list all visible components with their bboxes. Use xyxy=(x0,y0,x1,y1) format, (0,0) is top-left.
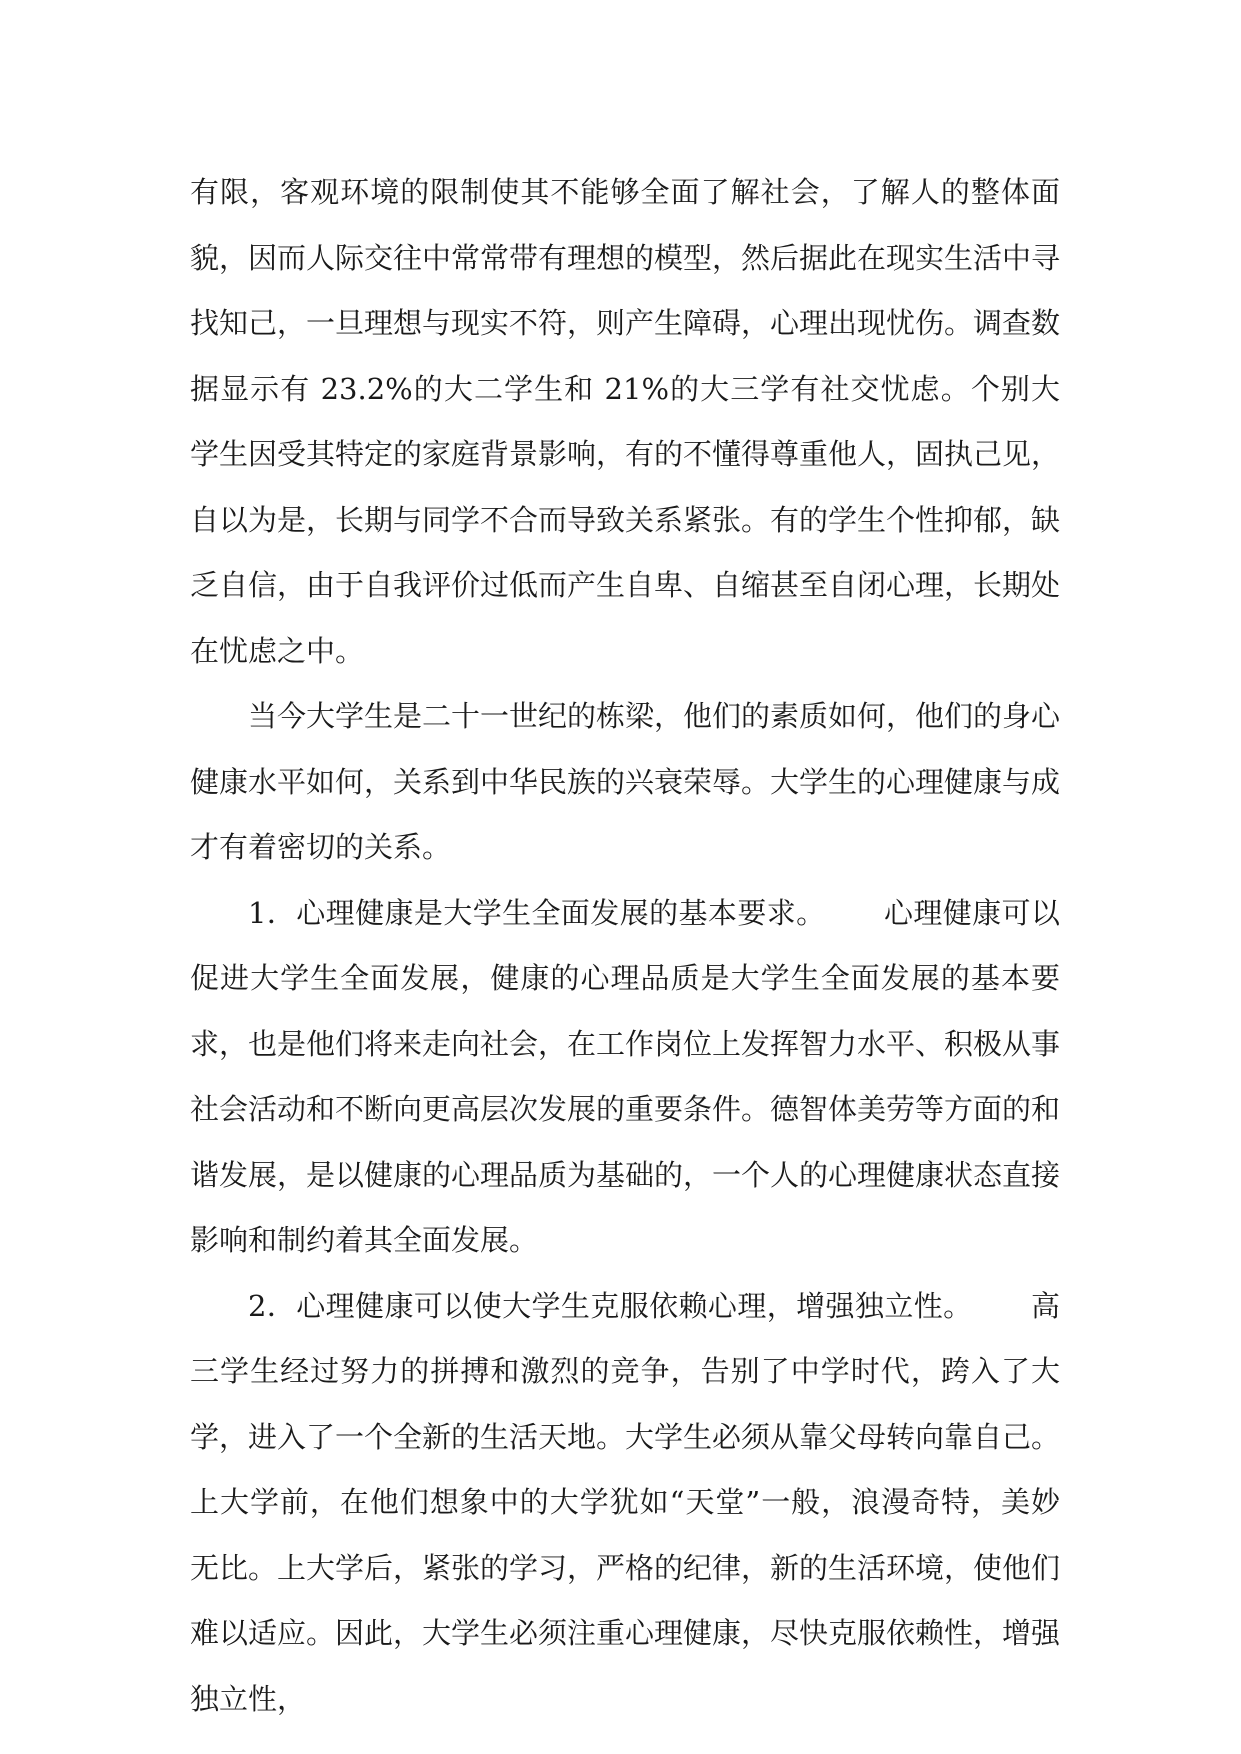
paragraph-social-anxiety xyxy=(190,160,1060,684)
paragraph-intro xyxy=(190,684,1060,881)
section-heading: 2．心理健康可以使大学生克服依赖心理，增强独立性。 xyxy=(248,1288,973,1323)
paragraph-text: 当今大学生是二十一世纪的栋梁，他们的素质如何，他们的身心健康水平如何，关系到中华民族的兴衰荣辱。大学生的心理健康与成才有着密切的关系。 xyxy=(190,699,1061,864)
paragraph-text: 心理健康可以促进大学生全面发展，健康的心理品质是大学生全面发展的基本要求，也是他们将来走向社会，在工作岗位上发挥智力水平、积极从事社会活动和不断向更高层次发展的重要条件。德智体美劳等方面的和谐发展，是以健康的心理品质为基础的，一个人的心理健康状态直接影响和制约着其全面发展。 xyxy=(190,895,1061,1257)
paragraph-point-2 xyxy=(190,1274,1060,1733)
paragraph-point-1 xyxy=(190,881,1060,1274)
section-heading: 1．心理健康是大学生全面发展的基本要求。 xyxy=(248,895,826,930)
paragraph-text: 有限，客观环境的限制使其不能够全面了解社会，了解人的整体面貌，因而人际交往中常常带有理想的模型，然后据此在现实生活中寻找知己，一旦理想与现实不符，则产生障碍，心理出现忧伤。调查数据显示有 23.2%的大二学生和 21%的大三学有社交忧虑。个别大学生因受其特定的家庭背景影响，有的不懂得尊重他人，固执己见，自以为是，长期与同学不合而导致关系紧张。有的学生个性抑郁，缺乏自信，由于自我评价过低而产生自卑、自缩甚至自闭心理，长期处在忧虑之中。 xyxy=(190,175,1061,668)
paragraph-text: 高三学生经过努力的拼搏和激烈的竞争，告别了中学时代，跨入了大学，进入了一个全新的生活天地。大学生必须从靠父母转向靠自己。上大学前，在他们想象中的大学犹如“天堂”一般，浪漫奇特，美妙无比。上大学后，紧张的学习，严格的纪律，新的生活环境，使他们难以适应。因此，大学生必须注重心理健康，尽快克服依赖性，增强独立性， xyxy=(190,1288,1061,1716)
body-text xyxy=(190,160,1060,1732)
